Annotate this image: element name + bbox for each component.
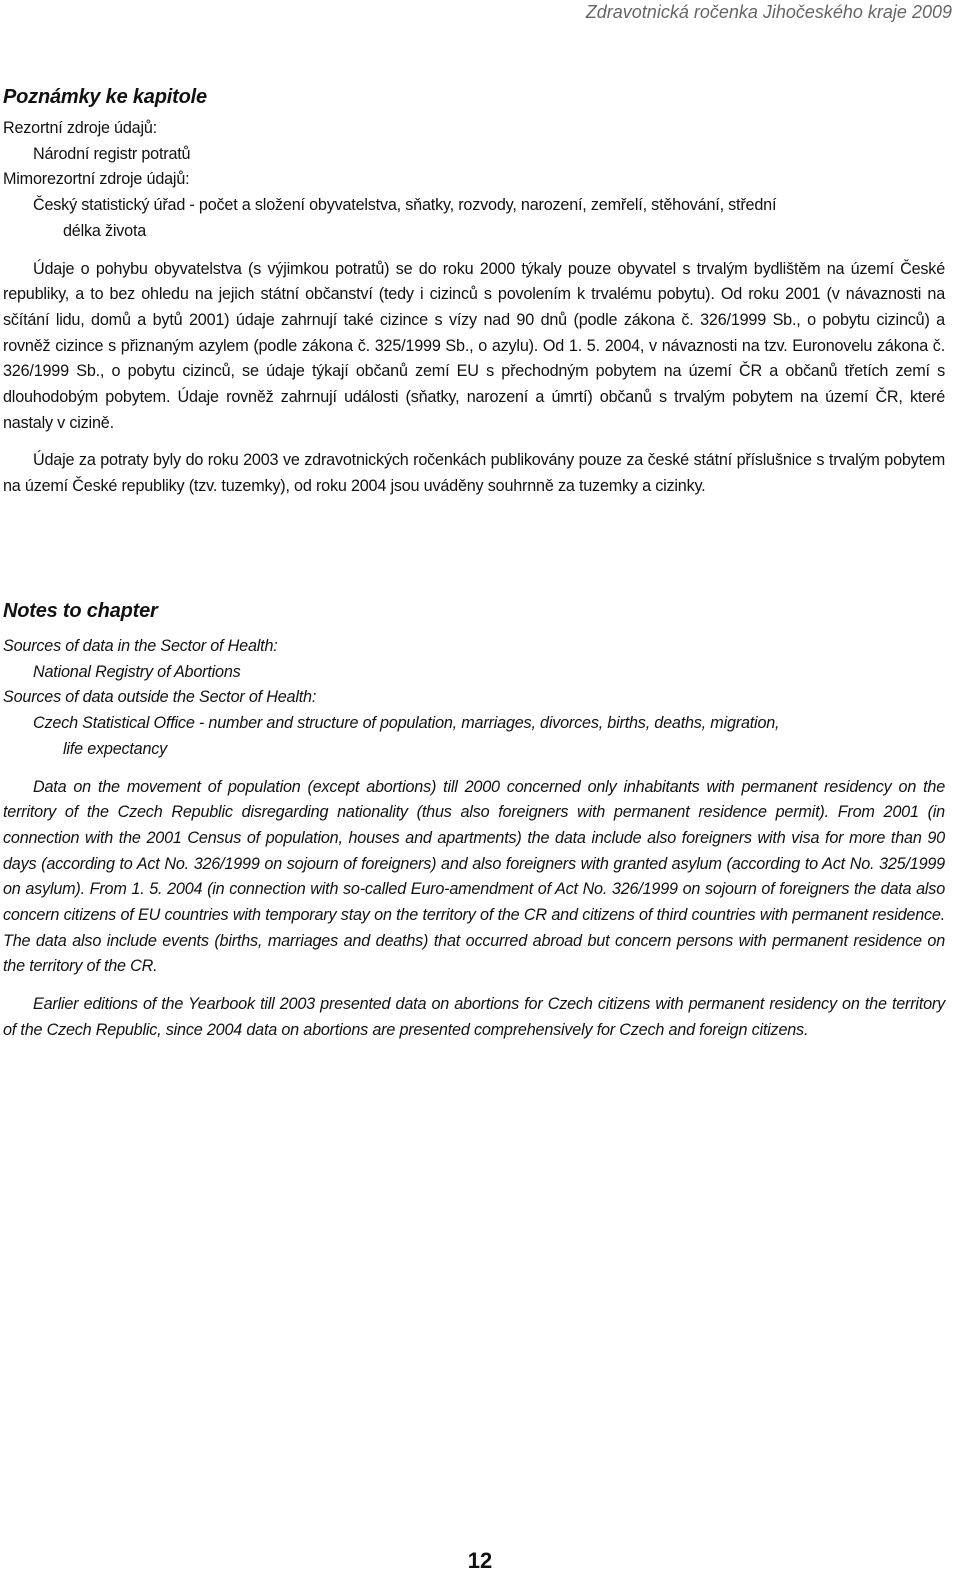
en-sources-other-label: Sources of data outside the Sector of Health: (3, 688, 317, 707)
czech-notes-heading: Poznámky ke kapitole (3, 86, 207, 108)
cz-sources-other-item-line1: Český statistický úřad - počet a složení obyvatelstva, sňatky, rozvody, narození, zemřelí, stěhování, střední (33, 196, 777, 215)
en-sources-health-label: Sources of data in the Sector of Health: (3, 637, 278, 655)
en-paragraph-abortion-data: Earlier editions of the Yearbook till 2003 presented data on abortions for Czech citizens with permanent residency on the territory of the Czech Republic, since 2004 data on abortions are presented comprehensively for Czech and foreign citizens. (3, 995, 945, 1039)
cz-sources-health-label: Rezortní zdroje údajů: (3, 119, 157, 137)
cz-sources-other-item-line2: délka života (63, 221, 147, 240)
running-header: Zdravotnická ročenka Jihočeského kraje 2009 (585, 2, 952, 22)
en-sources-health-item: National Registry of Abortions (33, 662, 241, 681)
english-notes-heading: Notes to chapter (3, 600, 158, 622)
english-notes-section (3, 598, 945, 1044)
en-sources-other-item-line2: life expectancy (63, 739, 168, 758)
cz-sources-health-item: Národní registr potratů (33, 144, 191, 163)
page-number: 12 (467, 1548, 493, 1573)
en-sources-other-item-line1: Czech Statistical Office - number and structure of population, marriages, divorces, births, deaths, migration, (33, 714, 780, 733)
czech-notes-section (3, 84, 945, 500)
en-paragraph-population-data: Data on the movement of population (except abortions) till 2000 concerned only inhabitants with permanent residency on the territory of the Czech Republic disregarding nationality (thus also foreigners with permanent residence permit). From 2001 (in connection with the 2001 Census of population, houses and apartments) the data include also foreigners with visa for more than 90 days (according to Act No. 326/1999 on sojourn of foreigners) and also foreigners with granted asylum (according to Act No. 325/1999 on asylum). From 1. 5. 2004 (in connection with so-called Euro-amendment of Act No. 326/1999 on sojourn of foreigners the data also concern citizens of EU countries with temporary stay on the territory of the CR and citizens of third countries with permanent residence. The data also include events (births, marriages and deaths) that occurred abroad but concern persons with permanent residence on the territory of the CR. (3, 777, 945, 976)
cz-sources-other-label: Mimorezortní zdroje údajů: (3, 170, 190, 189)
cz-paragraph-population-data: Údaje o pohybu obyvatelstva (s výjimkou potratů) se do roku 2000 týkaly pouze obyvatel s trvalým bydlištěm na území České republiky, a to bez ohledu na jejich státní občanství (tedy i cizinců s povolením k trvalému pobytu). Od roku 2001 (v návaznosti na sčítání lidu, domů a bytů 2001) údaje zahrnují také cizince s vízy nad 90 dnů (podle zákona č. 326/1999 Sb., o pobytu cizinců) a rovněž cizince s přiznaným azylem (podle zákona č. 325/1999 Sb., o azylu). Od 1. 5. 2004, v návaznosti na tzv. Euronovelu zákona č. 326/1999 Sb., o pobytu cizinců, se údaje týkají občanů zemí EU s přechodným pobytem na území ČR a občanů třetích zemí s dlouhodobým pobytem. Údaje rovněž zahrnují události (sňatky, narození a úmrtí) občanů s trvalým pobytem na území ČR, které nastaly v cizině. (3, 259, 945, 432)
cz-paragraph-abortion-data: Údaje za potraty byly do roku 2003 ve zdravotnických ročenkách publikovány pouze za české státní příslušnice s trvalým pobytem na území České republiky (tzv. tuzemky), od roku 2004 jsou uváděny souhrnně za tuzemky a cizinky. (3, 451, 945, 496)
